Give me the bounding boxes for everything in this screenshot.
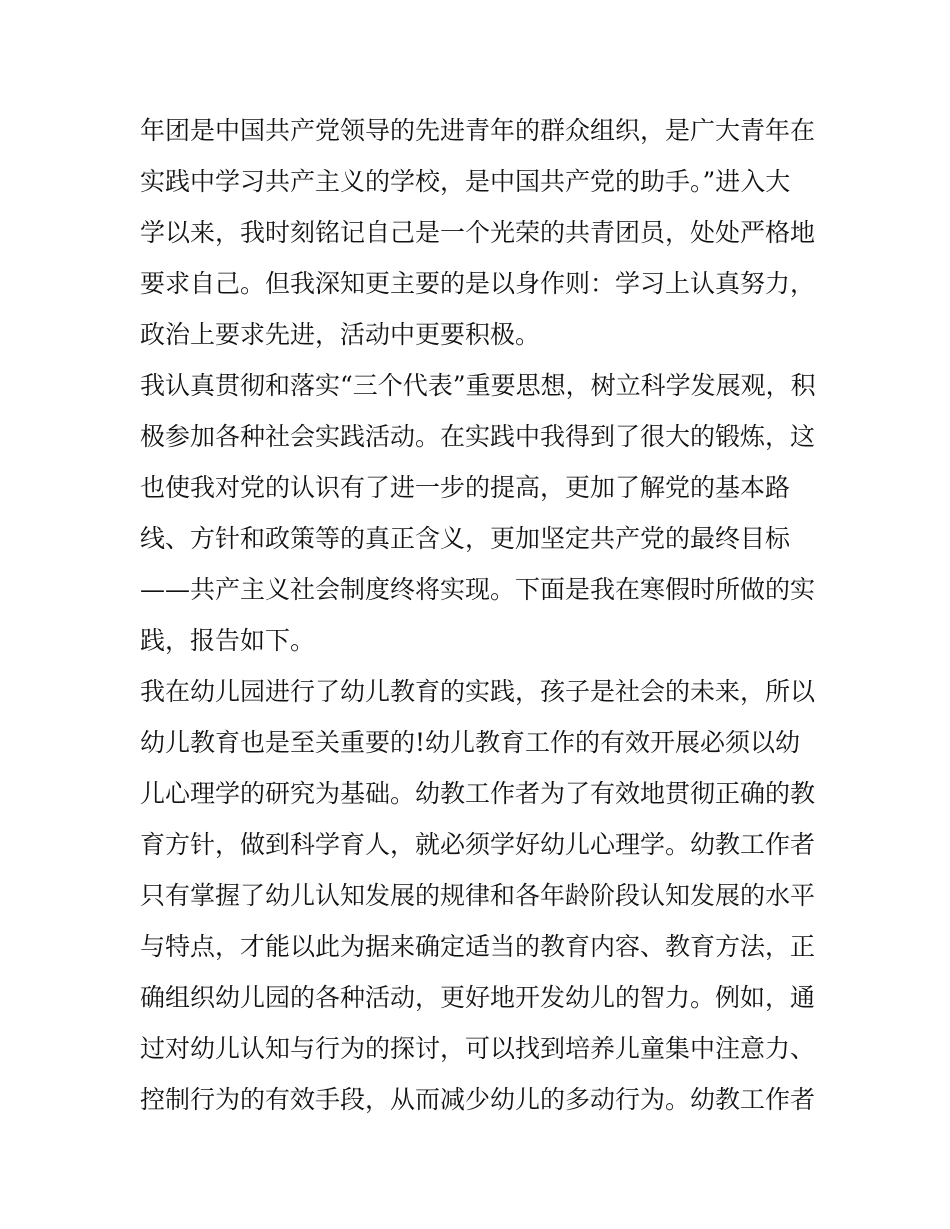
text-line: 过对幼儿认知与行为的探讨，可以找到培养儿童集中注意力、 xyxy=(140,1034,816,1063)
text-line: 线、方针和政策等的真正含义，更加坚定共产党的最终目标 xyxy=(140,524,791,553)
text-line: 践，报告如下。 xyxy=(140,626,316,655)
text-line: 育方针，做到科学育人，就必须学好幼儿心理学。幼教工作者 xyxy=(140,830,816,859)
text-line: 年团是中国共产党领导的先进青年的群众组织，是广大青年在 xyxy=(140,116,816,145)
text-line: 控制行为的有效手段，从而减少幼儿的多动行为。幼教工作者 xyxy=(140,1085,816,1114)
text-line: 确组织幼儿园的各种活动，更好地开发幼儿的智力。例如，通 xyxy=(140,983,816,1012)
text-line: ——共产主义社会制度终将实现。下面是我在寒假时所做的实 xyxy=(140,575,816,604)
text-line: 极参加各种社会实践活动。在实践中我得到了很大的锻炼，这 xyxy=(140,422,816,451)
text-line: 我认真贯彻和落实“三个代表”重要思想，树立科学发展观，积 xyxy=(140,371,816,400)
text-line: 儿心理学的研究为基础。幼教工作者为了有效地贯彻正确的教 xyxy=(140,779,816,808)
text-line: 只有掌握了幼儿认知发展的规律和各年龄阶段认知发展的水平 xyxy=(140,881,816,910)
text-line: 幼儿教育也是至关重要的!幼儿教育工作的有效开展必须以幼 xyxy=(140,728,801,757)
text-line: 学以来，我时刻铭记自己是一个光荣的共青团员，处处严格地 xyxy=(140,218,816,247)
text-line: 我在幼儿园进行了幼儿教育的实践，孩子是社会的未来，所以 xyxy=(140,677,816,706)
text-line: 也使我对党的认识有了进一步的提高，更加了解党的基本路 xyxy=(140,473,791,502)
text-line: 与特点，才能以此为据来确定适当的教育内容、教育方法，正 xyxy=(140,932,816,961)
text-line: 要求自己。但我深知更主要的是以身作则：学习上认真努力， xyxy=(140,269,816,298)
document-body xyxy=(140,105,820,1125)
text-line: 实践中学习共产主义的学校，是中国共产党的助手。”进入大 xyxy=(140,167,791,196)
text-line: 政治上要求先进，活动中更要积极。 xyxy=(140,320,541,349)
